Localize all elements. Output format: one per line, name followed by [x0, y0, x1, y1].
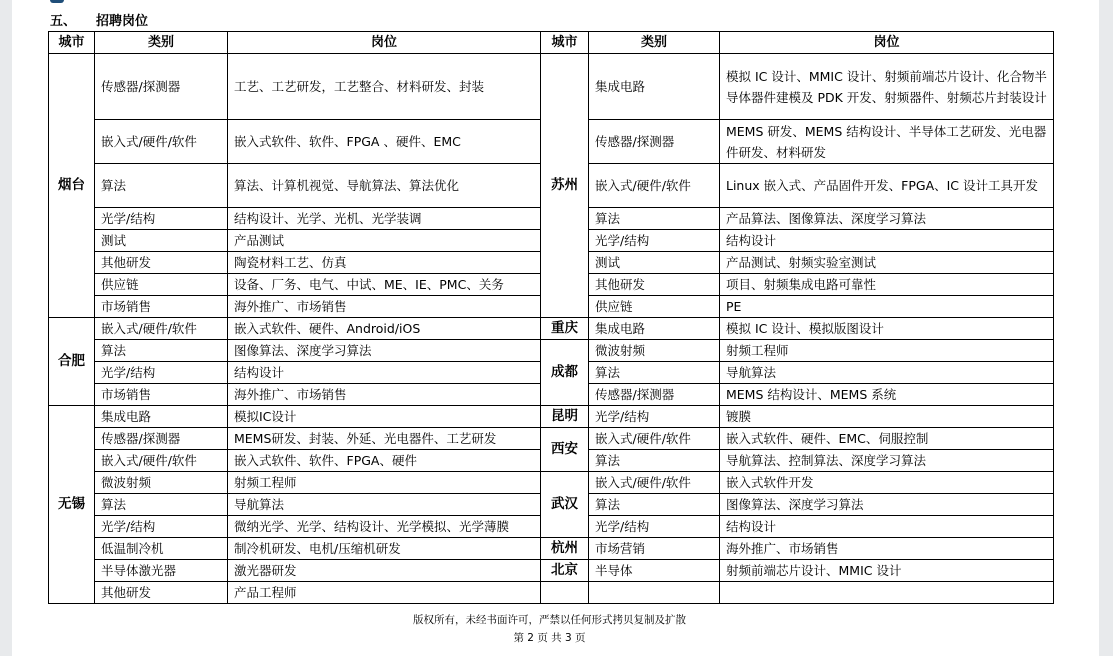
city-wuxi: 无锡 [49, 406, 95, 604]
category-cell: 光学/结构 [95, 362, 228, 384]
position-cell: 产品工程师 [228, 582, 541, 604]
category-cell: 嵌入式/硬件/软件 [95, 120, 228, 164]
category-cell: 算法 [95, 164, 228, 208]
position-cell: 海外推广、市场销售 [720, 538, 1054, 560]
position-cell: MEMS 结构设计、MEMS 系统 [720, 384, 1054, 406]
table-row [49, 538, 1054, 560]
position-cell: 图像算法、深度学习算法 [720, 494, 1054, 516]
position-cell: 模拟 IC 设计、MMIC 设计、射频前端芯片设计、化合物半导体器件建模及 PDK 开发、射频器件、射频芯片封装设计 [720, 54, 1054, 120]
category-cell: 传感器/探测器 [95, 428, 228, 450]
position-cell: 微纳光学、光学、结构设计、光学模拟、光学薄膜 [228, 516, 541, 538]
position-cell: 嵌入式软件、软件、FPGA 、硬件、EMC [228, 120, 541, 164]
position-cell: 产品算法、图像算法、深度学习算法 [720, 208, 1054, 230]
position-cell: 工艺、工艺研发，工艺整合、材料研发、封装 [228, 54, 541, 120]
position-cell: 射频工程师 [720, 340, 1054, 362]
category-cell: 光学/结构 [589, 230, 720, 252]
city-chongqing: 重庆 [541, 318, 589, 340]
header-position: 岗位 [720, 32, 1054, 54]
category-cell: 光学/结构 [589, 516, 720, 538]
position-cell: 导航算法、控制算法、深度学习算法 [720, 450, 1054, 472]
position-cell: 结构设计、光学、光机、光学装调 [228, 208, 541, 230]
city-wuhan: 武汉 [541, 472, 589, 538]
scrollbar-track[interactable] [1099, 0, 1113, 656]
position-cell: Linux 嵌入式、产品固件开发、FPGA、IC 设计工具开发 [720, 164, 1054, 208]
footer-copyright: 版权所有，未经书面许可，严禁以任何形式拷贝复制及扩散 [413, 614, 686, 626]
category-cell: 半导体 [589, 560, 720, 582]
category-cell: 测试 [95, 230, 228, 252]
category-cell: 集成电路 [589, 54, 720, 120]
position-cell: 嵌入式软件、硬件、EMC、伺服控制 [720, 428, 1054, 450]
position-cell: 模拟 IC 设计、模拟版图设计 [720, 318, 1054, 340]
header-category: 类别 [589, 32, 720, 54]
position-cell: 图像算法、深度学习算法 [228, 340, 541, 362]
category-cell: 集成电路 [95, 406, 228, 428]
position-cell: 设备、厂务、电气、中试、ME、IE、PMC、关务 [228, 274, 541, 296]
position-cell: 激光器研发 [228, 560, 541, 582]
category-cell: 算法 [589, 208, 720, 230]
position-cell: 项目、射频集成电路可靠性 [720, 274, 1054, 296]
city-suzhou: 苏州 [541, 54, 589, 318]
position-cell: 射频工程师 [228, 472, 541, 494]
category-cell: 其他研发 [95, 252, 228, 274]
category-cell: 测试 [589, 252, 720, 274]
position-cell: 结构设计 [228, 362, 541, 384]
empty-cell [720, 582, 1054, 604]
category-cell: 市场销售 [95, 384, 228, 406]
empty-cell [589, 582, 720, 604]
category-cell: 微波射频 [95, 472, 228, 494]
position-cell: 导航算法 [228, 494, 541, 516]
position-cell: 制冷机研发、电机/压缩机研发 [228, 538, 541, 560]
empty-cell [541, 582, 589, 604]
category-cell: 其他研发 [589, 274, 720, 296]
position-cell: MEMS 研发、MEMS 结构设计、半导体工艺研发、光电器件研发、材料研发 [720, 120, 1054, 164]
table-row [49, 318, 1054, 340]
category-cell: 算法 [589, 362, 720, 384]
position-cell: 算法、计算机视觉、导航算法、算法优化 [228, 164, 541, 208]
category-cell: 市场销售 [95, 296, 228, 318]
category-cell: 供应链 [95, 274, 228, 296]
position-cell: 产品测试、射频实验室测试 [720, 252, 1054, 274]
table-row [49, 472, 1054, 494]
category-cell: 光学/结构 [95, 516, 228, 538]
table-row [49, 54, 1054, 120]
table-row [49, 340, 1054, 362]
category-cell: 市场营销 [589, 538, 720, 560]
position-cell: 模拟IC设计 [228, 406, 541, 428]
category-cell: 传感器/探测器 [589, 120, 720, 164]
category-cell: 算法 [589, 494, 720, 516]
category-cell: 嵌入式/硬件/软件 [589, 164, 720, 208]
city-chengdu: 成都 [541, 340, 589, 406]
category-cell: 光学/结构 [95, 208, 228, 230]
header-logo-mark [50, 0, 64, 3]
category-cell: 供应链 [589, 296, 720, 318]
position-cell: 射频前端芯片设计、MMIC 设计 [720, 560, 1054, 582]
recruitment-table [48, 31, 1054, 604]
section-title-text: 招聘岗位 [96, 14, 149, 29]
position-cell: 结构设计 [720, 516, 1054, 538]
position-cell: PE [720, 296, 1054, 318]
category-cell: 嵌入式/硬件/软件 [589, 472, 720, 494]
city-xian: 西安 [541, 428, 589, 472]
header-category: 类别 [95, 32, 228, 54]
table-row [49, 582, 1054, 604]
category-cell: 算法 [589, 450, 720, 472]
position-cell: 导航算法 [720, 362, 1054, 384]
section-number: 五、 [50, 14, 77, 29]
category-cell: 嵌入式/硬件/软件 [589, 428, 720, 450]
table-row [49, 406, 1054, 428]
position-cell: 嵌入式软件开发 [720, 472, 1054, 494]
header-position: 岗位 [228, 32, 541, 54]
category-cell: 半导体激光器 [95, 560, 228, 582]
footer-page-number: 第 2 页 共 3 页 [513, 632, 586, 644]
category-cell: 嵌入式/硬件/软件 [95, 450, 228, 472]
city-beijing: 北京 [541, 560, 589, 582]
header-city: 城市 [49, 32, 95, 54]
position-cell: 嵌入式软件、软件、FPGA、硬件 [228, 450, 541, 472]
position-cell: 产品测试 [228, 230, 541, 252]
category-cell: 集成电路 [589, 318, 720, 340]
position-cell: 镀膜 [720, 406, 1054, 428]
category-cell: 低温制冷机 [95, 538, 228, 560]
category-cell: 传感器/探测器 [589, 384, 720, 406]
category-cell: 微波射频 [589, 340, 720, 362]
position-cell: MEMS研发、封装、外延、光电器件、工艺研发 [228, 428, 541, 450]
position-cell: 海外推广、市场销售 [228, 296, 541, 318]
section-title [50, 10, 148, 29]
header-city: 城市 [541, 32, 589, 54]
city-kunming: 昆明 [541, 406, 589, 428]
category-cell: 算法 [95, 340, 228, 362]
table-header-row [49, 32, 1054, 54]
city-yantai: 烟台 [49, 54, 95, 318]
table-row [49, 428, 1054, 450]
category-cell: 传感器/探测器 [95, 54, 228, 120]
city-hefei: 合肥 [49, 318, 95, 406]
category-cell: 其他研发 [95, 582, 228, 604]
left-margin-strip [0, 0, 12, 656]
category-cell: 光学/结构 [589, 406, 720, 428]
position-cell: 嵌入式软件、硬件、Android/iOS [228, 318, 541, 340]
category-cell: 嵌入式/硬件/软件 [95, 318, 228, 340]
category-cell: 算法 [95, 494, 228, 516]
position-cell: 陶瓷材料工艺、仿真 [228, 252, 541, 274]
table-row [49, 560, 1054, 582]
position-cell: 结构设计 [720, 230, 1054, 252]
position-cell: 海外推广、市场销售 [228, 384, 541, 406]
city-hangzhou: 杭州 [541, 538, 589, 560]
